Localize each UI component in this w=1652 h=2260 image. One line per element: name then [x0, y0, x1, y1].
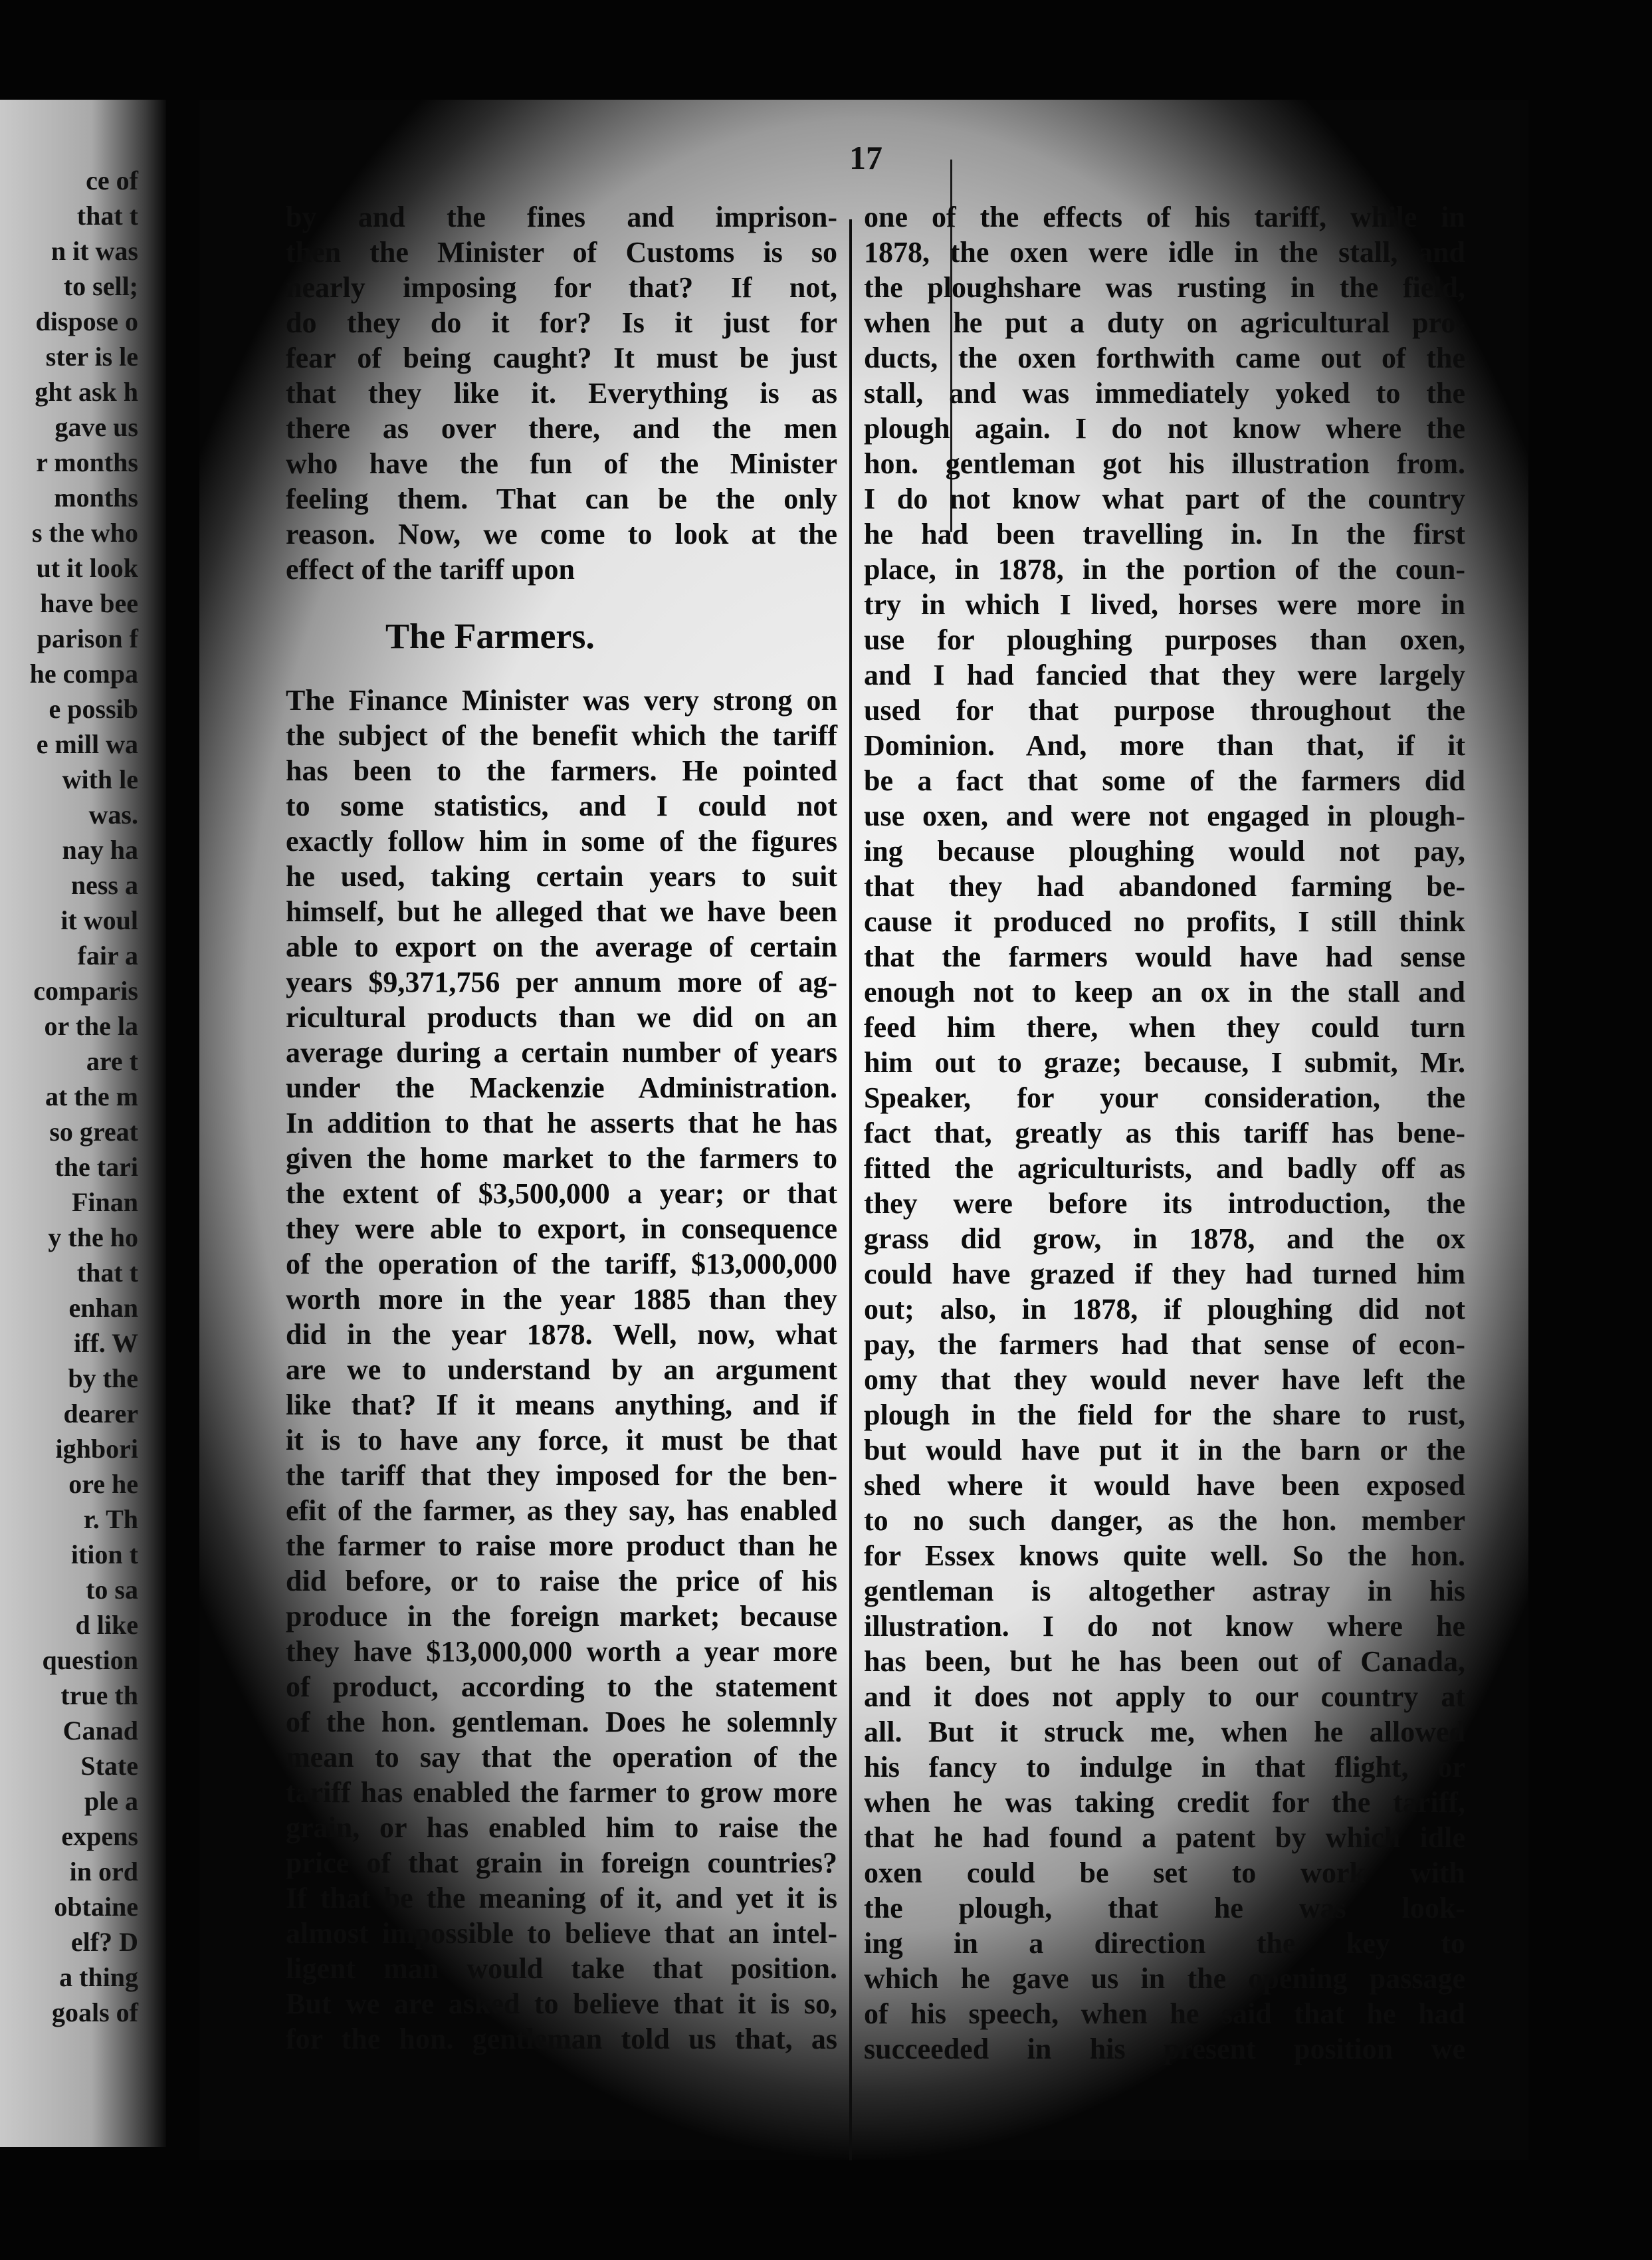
text-line: has been to the farmers. He pointed	[286, 754, 837, 787]
fragment-line: to sa	[86, 1575, 138, 1605]
text-line: but would have put it in the barn or the	[864, 1434, 1465, 1466]
fragment-line: Canad	[62, 1716, 138, 1746]
text-line: use oxen, and were not engaged in plough-	[864, 800, 1465, 832]
fragment-line: iff. W	[73, 1328, 138, 1358]
text-line: to some statistics, and I could not	[286, 790, 837, 822]
text-line: grain, or has enabled him to raise the	[286, 1811, 837, 1844]
text-line: all. But it struck me, when he allowed	[864, 1716, 1465, 1748]
text-line: enough not to keep an ox in the stall and	[864, 976, 1465, 1008]
text-line: who have the fun of the Minister	[286, 447, 837, 480]
left-column	[286, 199, 837, 2057]
text-line: that they had abandoned farming be-	[864, 870, 1465, 903]
text-line: that the farmers would have had sense	[864, 941, 1465, 973]
text-line: one of the effects of his tariff, while in	[864, 201, 1465, 233]
text-line: plough again. I do not know where the	[864, 412, 1465, 445]
fragment-line: at the m	[45, 1081, 138, 1111]
text-line: his fancy to indulge in that flight, or	[864, 1751, 1465, 1783]
text-line: fact that, greatly as this tariff has bene-	[864, 1117, 1465, 1149]
text-line: ricultural products than we did on an	[286, 1001, 837, 1034]
text-line: him out to graze; because, I submit, Mr.	[864, 1046, 1465, 1079]
text-line: like that? If it means anything, and if	[286, 1389, 837, 1421]
text-line: efit of the farmer, as they say, has enabled	[286, 1494, 837, 1527]
text-line: of product, according to the statement	[286, 1670, 837, 1703]
page-number: 17	[849, 139, 882, 176]
text-line: and I had fancied that they were largely	[864, 659, 1465, 691]
text-line: hon. gentleman got his illustration from.	[864, 447, 1465, 480]
text-line: when he put a duty on agricultural pro-	[864, 306, 1465, 339]
text-line: the plough, that he was look-	[864, 1892, 1465, 1924]
text-line: produce in the foreign market; because	[286, 1600, 837, 1633]
text-line: exactly follow him in some of the figures	[286, 825, 837, 857]
fragment-line: it woul	[60, 905, 138, 935]
text-line: ing in a direction the key to	[864, 1927, 1465, 1960]
text-line: to no such danger, as the hon. member	[864, 1504, 1465, 1537]
text-line: stall, and was immediately yoked to the	[864, 377, 1465, 409]
text-line: effect of the tariff upon	[286, 553, 575, 586]
fragment-line: to sell;	[63, 271, 138, 301]
text-line: fitted the agriculturists, and badly off as	[864, 1152, 1465, 1185]
text-line: mean to say that the operation of the	[286, 1741, 837, 1773]
fragment-line: obtaine	[54, 1892, 138, 1922]
text-line: tariff has enabled the farmer to grow more	[286, 1776, 837, 1809]
fragment-line: dearer	[63, 1399, 138, 1428]
fragment-line: that t	[76, 201, 138, 231]
fragment-line: true th	[60, 1680, 138, 1710]
text-line: try in which I lived, horses were more in	[864, 588, 1465, 621]
text-line: ligent man would take that position.	[286, 1952, 837, 1985]
fragment-line: by the	[68, 1363, 138, 1393]
text-line: out; also, in 1878, if ploughing did not	[864, 1293, 1465, 1325]
text-line: and it does not apply to our country at	[864, 1680, 1465, 1713]
text-line: years $9,371,756 per annum more of ag-	[286, 966, 837, 998]
fragment-line: ce of	[86, 166, 138, 195]
text-line: cause it produced no profits, I still think	[864, 905, 1465, 938]
text-line: of the hon. gentleman. Does he solemnly	[286, 1706, 837, 1738]
text-line: price of that grain in foreign countries?	[286, 1847, 837, 1879]
fragment-line: dispose o	[35, 306, 138, 336]
text-line: he used, taking certain years to suit	[286, 860, 837, 893]
fragment-line: elf? D	[70, 1927, 138, 1957]
fragment-line: goals of	[52, 1997, 138, 2027]
text-line: But we are asked to believe that it is so,	[286, 1987, 837, 2020]
text-line: himself, but he alleged that we have been	[286, 895, 837, 928]
text-line: the extent of $3,500,000 a year; or that	[286, 1177, 837, 1210]
fragment-line: or the la	[44, 1011, 138, 1041]
text-line: grass did grow, in 1878, and the ox	[864, 1222, 1465, 1255]
text-line: nearly imposing for that? If not,	[286, 271, 837, 304]
fragment-line: ighbori	[55, 1434, 138, 1464]
text-line: In addition to that he asserts that he has	[286, 1107, 837, 1139]
text-line: the tariff that they imposed for the ben-	[286, 1459, 837, 1492]
text-line: ing because ploughing would not pay,	[864, 835, 1465, 867]
fragment-line: in ord	[69, 1857, 138, 1886]
text-line: ducts, the oxen forthwith came out of the	[864, 342, 1465, 374]
fragment-line: gave us	[54, 412, 138, 442]
text-line: they have $13,000,000 worth a year more	[286, 1635, 837, 1668]
fragment-line: y the ho	[48, 1222, 138, 1252]
text-line: feeling them. That can be the only	[286, 483, 837, 515]
text-line: used for that purpose throughout the	[864, 694, 1465, 727]
text-line: If that be the meaning of it, and yet it is	[286, 1882, 837, 1914]
text-line: illustration. I do not know where he	[864, 1610, 1465, 1642]
text-line: do they do it for? Is it just for	[286, 306, 837, 339]
fragment-line: e mill wa	[36, 729, 138, 759]
text-line: place, in 1878, in the portion of the coun-	[864, 553, 1465, 586]
fragment-line: s the who	[31, 518, 138, 548]
text-line: for Essex knows quite well. So the hon.	[864, 1539, 1465, 1572]
text-line: the ploughshare was rusting in the field,	[864, 271, 1465, 304]
text-line: pay, the farmers had that sense of econ-	[864, 1328, 1465, 1361]
fragment-line: with le	[62, 764, 138, 794]
fragment-line: nay ha	[62, 835, 138, 865]
fragment-line: ition t	[70, 1539, 138, 1569]
text-line: The Finance Minister was very strong on	[286, 684, 837, 717]
text-line: gentleman is altogether astray in his	[864, 1575, 1465, 1607]
text-line: feed him there, when they could turn	[864, 1011, 1465, 1044]
fragment-line: fair a	[77, 941, 138, 970]
text-line: plough in the field for the share to rust,	[864, 1399, 1465, 1431]
text-line: the subject of the benefit which the tariff	[286, 719, 837, 752]
fragment-line: the tari	[54, 1152, 138, 1182]
fragment-line: ght ask h	[35, 377, 138, 407]
text-line: there as over there, and the men	[286, 412, 837, 445]
fragment-line: r months	[36, 447, 138, 477]
fragment-line: question	[42, 1645, 138, 1675]
text-line: could have grazed if they had turned him	[864, 1258, 1465, 1290]
text-line: reason. Now, we come to look at the	[286, 518, 837, 550]
text-line: then the Minister of Customs is so	[286, 236, 837, 269]
text-line: that he had found a patent by which idle	[864, 1821, 1465, 1854]
text-line: the farmer to raise more product than he	[286, 1529, 837, 1562]
right-column	[864, 199, 1465, 2067]
text-line: given the home market to the farmers to	[286, 1142, 837, 1175]
fragment-line: ness a	[70, 870, 138, 900]
column-rule	[849, 219, 852, 2160]
text-line: did before, or to raise the price of his	[286, 1565, 837, 1597]
fragment-line: r. Th	[83, 1504, 138, 1534]
text-line: under the Mackenzie Administration.	[286, 1072, 837, 1104]
fragment-line: ut it look	[36, 553, 138, 583]
text-line: they were able to export, in consequence	[286, 1212, 837, 1245]
text-line: of the operation of the tariff, $13,000,000	[286, 1248, 837, 1280]
text-line: I do not know what part of the country	[864, 483, 1465, 515]
fragment-line: he compa	[29, 659, 138, 689]
fragment-line: so great	[49, 1117, 138, 1147]
fragment-line: comparis	[33, 976, 138, 1006]
adjacent-page-fragment	[0, 100, 166, 2147]
fragment-line: Finan	[71, 1187, 138, 1217]
text-line: oxen could be set to work with	[864, 1857, 1465, 1889]
fragment-line: e possib	[49, 694, 138, 724]
text-line: when he was taking credit for the tariff,	[864, 1786, 1465, 1819]
fragment-line: parison f	[37, 623, 138, 653]
text-line: be a fact that some of the farmers did	[864, 764, 1465, 797]
text-line: for the hon. gentleman told us that, as	[286, 2023, 837, 2055]
text-line: of his speech, when he said that he had	[864, 1997, 1465, 2030]
fragment-line: expens	[61, 1821, 138, 1851]
fragment-line: was.	[88, 800, 138, 830]
fragment-line: State	[80, 1751, 138, 1781]
fragment-line: ore he	[68, 1469, 138, 1499]
text-line: he had been travelling in. In the first	[864, 518, 1465, 550]
text-line: succeeded in his present position we	[864, 2033, 1465, 2065]
fragment-line: n it was	[51, 236, 138, 266]
section-heading: The Farmers.	[385, 616, 595, 656]
page-17	[199, 100, 1528, 2160]
text-line: did in the year 1878. Well, now, what	[286, 1318, 837, 1351]
text-line: average during a certain number of years	[286, 1036, 837, 1069]
fragment-line: ster is le	[45, 342, 138, 372]
fragment-line: are t	[86, 1046, 138, 1076]
text-line: has been, but he has been out of Canada,	[864, 1645, 1465, 1678]
text-line: 1878, the oxen were idle in the stall, and	[864, 236, 1465, 269]
text-line: that they like it. Everything is as	[286, 377, 837, 409]
text-line: they were before its introduction, the	[864, 1187, 1465, 1220]
text-line: use for ploughing purposes than oxen,	[864, 623, 1465, 656]
fragment-line: enhan	[68, 1293, 138, 1323]
text-line: by and the fines and imprison-	[286, 201, 837, 233]
text-line: almost impossible to believe that an intel-	[286, 1917, 837, 1950]
fragment-line: d like	[75, 1610, 138, 1640]
fragment-line: a thing	[59, 1962, 138, 1992]
text-line: fear of being caught? It must be just	[286, 342, 837, 374]
text-line: shed where it would have been exposed	[864, 1469, 1465, 1502]
text-line: are we to understand by an argument	[286, 1353, 837, 1386]
fragment-line: have bee	[40, 588, 138, 618]
fragment-line: ple a	[84, 1786, 138, 1816]
text-line: omy that they would never have left the	[864, 1363, 1465, 1396]
text-line: which he gave us in the opening passage	[864, 1962, 1465, 1995]
fragment-line: that t	[76, 1258, 138, 1288]
text-line: able to export on the average of certain	[286, 931, 837, 963]
text-line: Dominion. And, more than that, if it	[864, 729, 1465, 762]
text-line: worth more in the year 1885 than they	[286, 1283, 837, 1315]
text-line: Speaker, for your consideration, the	[864, 1081, 1465, 1114]
fragment-line: months	[54, 483, 138, 512]
text-line: it is to have any force, it must be that	[286, 1424, 837, 1456]
